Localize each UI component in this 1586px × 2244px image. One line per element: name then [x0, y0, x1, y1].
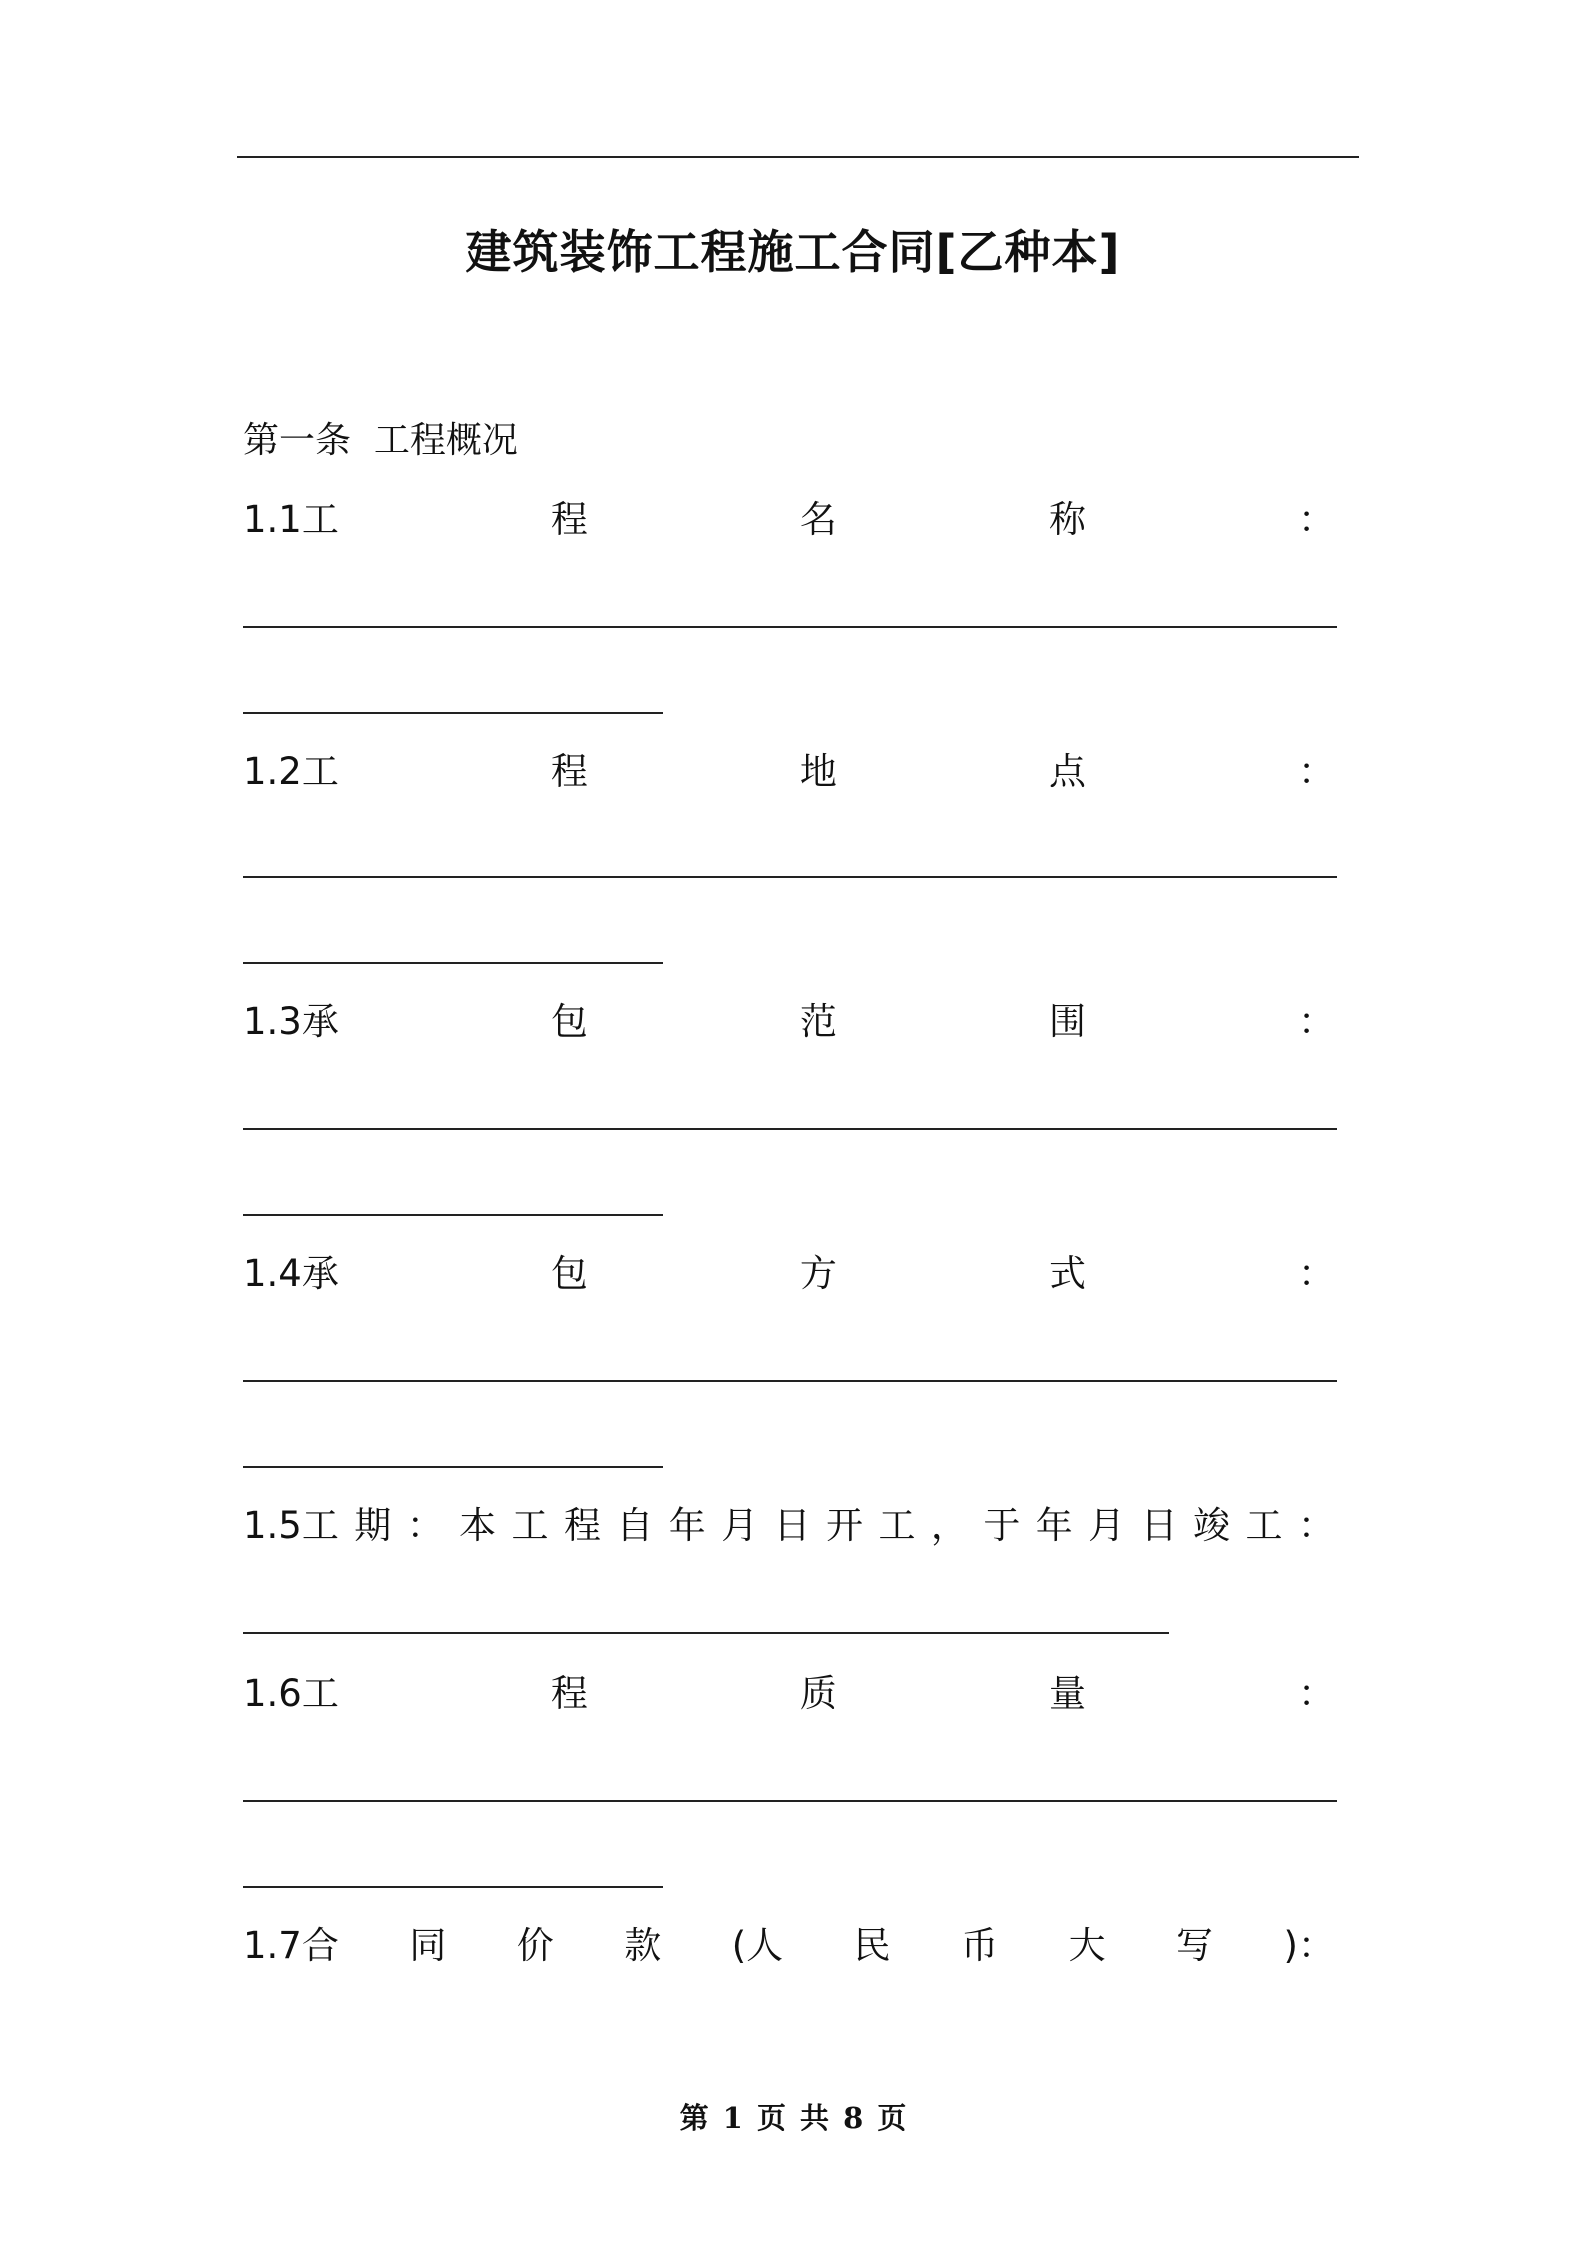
document-title: 建筑装饰工程施工合同[乙种本] — [465, 225, 1121, 279]
form-label-char: 程 — [550, 750, 588, 793]
form-label-char: 年 — [1035, 1504, 1073, 1547]
form-label-char: 量 — [1048, 1672, 1086, 1715]
item-1-1-line — [243, 490, 1335, 550]
form-label-char: 工 — [511, 1504, 549, 1547]
header-rule — [237, 156, 1359, 158]
form-label-char: 1.5工 — [243, 1504, 339, 1547]
item-1-3-blank-line-2[interactable] — [243, 1214, 663, 1216]
form-label-char: ： — [1297, 498, 1335, 541]
form-label-char: ： — [406, 1504, 444, 1547]
form-label-char: ： — [1297, 1252, 1335, 1295]
form-label-char: 日 — [773, 1504, 811, 1547]
item-1-2-blank-line-2[interactable] — [243, 962, 663, 964]
item-1-5-line — [243, 1496, 1335, 1556]
item-1-4-line — [243, 1244, 1335, 1304]
form-label-char: 1.2工 — [243, 750, 339, 793]
form-label-char: 本 — [459, 1504, 497, 1547]
form-label-char: 工 — [878, 1504, 916, 1547]
item-1-2-blank-line-1[interactable] — [243, 876, 1337, 878]
form-label-char: 自 — [616, 1504, 654, 1547]
form-label-char: 1.7合 — [243, 1924, 339, 1967]
form-label-char: 1.4承 — [243, 1252, 339, 1295]
form-label-char: ： — [1297, 1504, 1335, 1547]
form-label-char: 包 — [550, 1000, 588, 1043]
item-1-6-blank-line-2[interactable] — [243, 1886, 663, 1888]
item-1-3-blank-line-1[interactable] — [243, 1128, 1337, 1130]
form-label-char: 开 — [826, 1504, 864, 1547]
form-label-char: 价 — [516, 1924, 554, 1967]
form-label-char: 竣 — [1193, 1504, 1231, 1547]
item-1-4-blank-line-1[interactable] — [243, 1380, 1337, 1382]
form-label-char: 1.6工 — [243, 1672, 339, 1715]
form-label-char: 日 — [1140, 1504, 1178, 1547]
form-label-char: ： — [1297, 1000, 1335, 1043]
form-label-char: ： — [1297, 750, 1335, 793]
form-label-char: 同 — [409, 1924, 447, 1967]
form-label-char: 包 — [550, 1252, 588, 1295]
form-label-char: 月 — [721, 1504, 759, 1547]
form-label-char: 币 — [961, 1924, 999, 1967]
form-label-char: 款 — [624, 1924, 662, 1967]
form-label-char: 1.1工 — [243, 498, 339, 541]
item-1-5-blank-line[interactable] — [243, 1632, 1169, 1634]
form-label-char: 质 — [799, 1672, 837, 1715]
form-label-char: ： — [1297, 1672, 1335, 1715]
form-label-char: 围 — [1048, 1000, 1086, 1043]
form-label-char: (人 — [731, 1924, 784, 1967]
form-label-char: 点 — [1048, 750, 1086, 793]
form-label-char: 式 — [1048, 1252, 1086, 1295]
form-label-char: ， — [930, 1504, 968, 1547]
form-label-char: 月 — [1088, 1504, 1126, 1547]
form-label-char: 年 — [668, 1504, 706, 1547]
item-1-1-blank-line-1[interactable] — [243, 626, 1337, 628]
form-label-char: )： — [1283, 1924, 1335, 1967]
form-label-char: 名 — [799, 498, 837, 541]
form-label-char: 地 — [799, 750, 837, 793]
form-label-char: 程 — [563, 1504, 601, 1547]
page-footer: 第 1 页 共 8 页 — [679, 2101, 907, 2135]
form-label-char: 期 — [354, 1504, 392, 1547]
item-1-6-blank-line-1[interactable] — [243, 1800, 1337, 1802]
item-1-6-line — [243, 1664, 1335, 1724]
item-1-1-blank-line-2[interactable] — [243, 712, 663, 714]
form-label-char: 方 — [799, 1252, 837, 1295]
form-label-char: 工 — [1245, 1504, 1283, 1547]
item-1-3-line — [243, 992, 1335, 1052]
item-1-4-blank-line-2[interactable] — [243, 1466, 663, 1468]
item-1-2-line — [243, 742, 1335, 802]
form-label-char: 民 — [853, 1924, 891, 1967]
form-label-char: 写 — [1176, 1924, 1214, 1967]
section-heading: 第一条 工程概况 — [243, 420, 518, 461]
item-1-7-line — [243, 1916, 1335, 1976]
form-label-char: 称 — [1048, 498, 1086, 541]
form-label-char: 于 — [983, 1504, 1021, 1547]
form-label-char: 范 — [799, 1000, 837, 1043]
form-label-char: 大 — [1068, 1924, 1106, 1967]
form-label-char: 程 — [550, 1672, 588, 1715]
form-label-char: 程 — [550, 498, 588, 541]
form-label-char: 1.3承 — [243, 1000, 339, 1043]
